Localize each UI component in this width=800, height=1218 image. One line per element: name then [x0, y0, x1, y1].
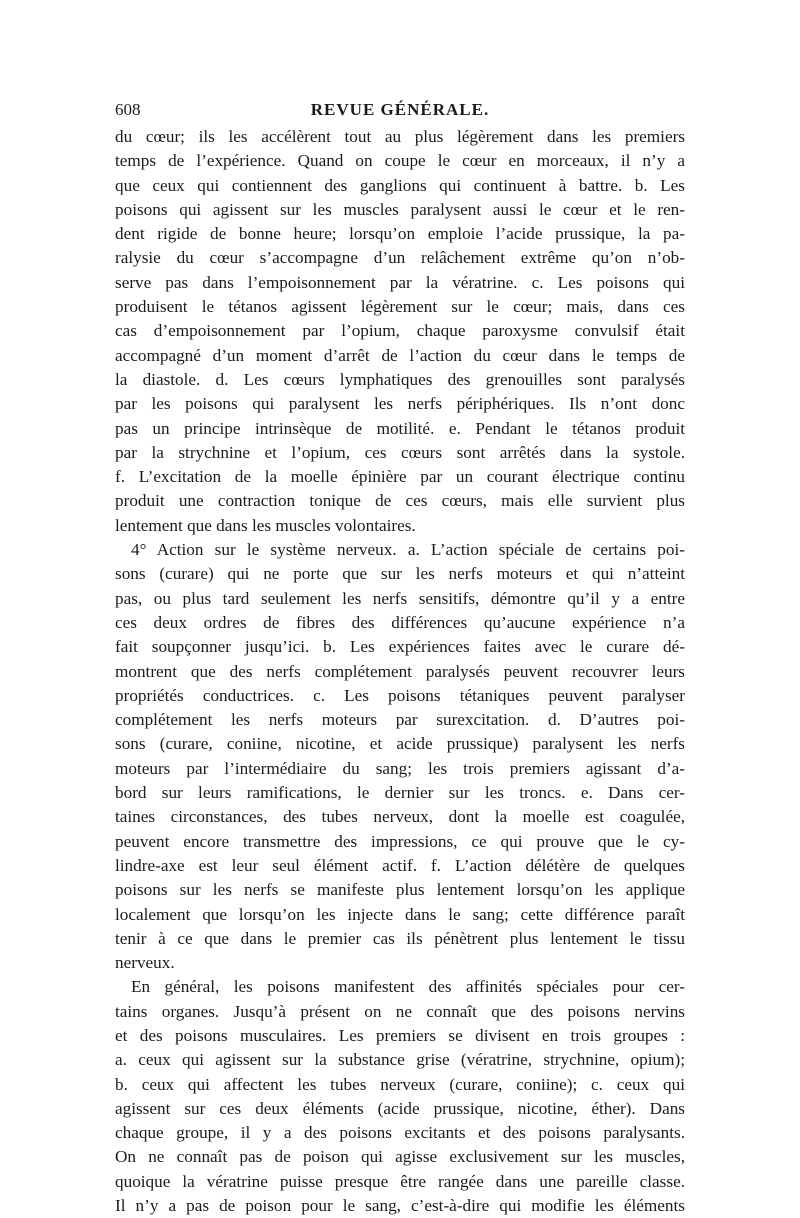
- text-line: Il n’y a pas de poison pour le sang, c’est-à-dire qui modifie les éléments: [115, 1196, 685, 1216]
- text-line: sons (curare, coniine, nicotine, et acide prussique) paralysent les nerfs: [115, 734, 685, 754]
- text-line: temps de l’expérience. Quand on coupe le cœur en morceaux, il n’y a: [115, 151, 685, 171]
- page-number: 608: [115, 100, 141, 119]
- text-line: propriétés conductrices. c. Les poisons tétaniques peuvent paralyser: [115, 685, 685, 705]
- text-line: En général, les poisons manifestent des affinités spéciales pour cer-: [131, 977, 685, 997]
- text-line: pas un principe intrinsèque de motilité. e. Pendant le tétanos produit: [115, 418, 685, 438]
- text-line: moteurs par l’intermédiaire du sang; les trois premiers agissant d’a-: [115, 758, 685, 778]
- text-line: pas, ou plus tard seulement les nerfs sensitifs, démontre qu’il y a entre: [115, 588, 685, 608]
- text-line: produit une contraction tonique de ces cœurs, mais elle survient plus: [115, 491, 685, 511]
- text-line: par les poisons qui paralysent les nerfs périphériques. Ils n’ont donc: [115, 394, 685, 414]
- text-line: a. ceux qui agissent sur la substance grise (vératrine, strychnine, opium);: [115, 1050, 685, 1070]
- text-line: On ne connaît pas de poison qui agisse exclusivement sur les muscles,: [115, 1147, 685, 1167]
- text-line: agissent sur ces deux éléments (acide prussique, nicotine, éther). Dans: [115, 1098, 685, 1118]
- text-line: 4° Action sur le système nerveux. a. L’action spéciale de certains poi-: [131, 540, 685, 560]
- text-line: sons (curare) qui ne porte que sur les nerfs moteurs et qui n’atteint: [115, 564, 685, 584]
- text-line: par la strychnine et l’opium, ces cœurs sont arrêtés dans la systole.: [115, 442, 685, 462]
- text-line: cas d’empoisonnement par l’opium, chaque paroxysme convulsif était: [115, 321, 685, 341]
- text-line: peuvent encore transmettre des impressions, ce qui prouve que le cy-: [115, 831, 685, 851]
- text-line: tenir à ce que dans le premier cas ils pénètrent plus lentement le tissu: [115, 928, 685, 948]
- text-line: serve pas dans l’empoisonnement par la vératrine. c. Les poisons qui: [115, 272, 685, 292]
- text-line: lentement que dans les muscles volontaires.: [115, 515, 416, 535]
- text-line: f. L’excitation de la moelle épinière par un courant électrique continu: [115, 467, 685, 487]
- text-line: bord sur leurs ramifications, le dernier sur les troncs. e. Dans cer-: [115, 783, 685, 803]
- text-line: que ceux qui contiennent des ganglions qui continuent à battre. b. Les: [115, 175, 685, 195]
- text-line: du cœur; ils les accélèrent tout au plus légèrement dans les premiers: [115, 127, 685, 146]
- text-line: b. ceux qui affectent les tubes nerveux (curare, coniine); c. ceux qui: [115, 1074, 685, 1094]
- text-line: dent rigide de bonne heure; lorsqu’on emploie l’acide prussique, la pa-: [115, 224, 685, 244]
- text-line: ralysie du cœur s’accompagne d’un relâchement extrême qu’on n’ob-: [115, 248, 685, 268]
- text-line: la diastole. d. Les cœurs lymphatiques des grenouilles sont paralysés: [115, 369, 685, 389]
- body-text: [115, 125, 685, 1218]
- text-line: nerveux.: [115, 953, 175, 973]
- text-line: et des poisons musculaires. Les premiers se divisent en trois groupes :: [115, 1025, 685, 1045]
- text-line: taines circonstances, des tubes nerveux, dont la moelle est coagulée,: [115, 807, 685, 827]
- text-line: lindre-axe est leur seul élément actif. f. L’action délétère de quelques: [115, 855, 685, 875]
- text-line: localement que lorsqu’on les injecte dans le sang; cette différence paraît: [115, 904, 685, 924]
- text-line: ces deux ordres de fibres des différences qu’aucune expérience n’a: [115, 612, 685, 632]
- text-line: produisent le tétanos agissent légèrement sur le cœur; mais, dans ces: [115, 297, 685, 317]
- page-header: [115, 98, 685, 122]
- running-title: REVUE GÉNÉRALE.: [310, 100, 490, 119]
- text-line: accompagné d’un moment d’arrêt de l’action du cœur dans le temps de: [115, 345, 685, 365]
- text-line: montrent que des nerfs complétement paralysés peuvent recouvrer leurs: [115, 661, 685, 681]
- text-line: poisons sur les nerfs se manifeste plus lentement lorsqu’on les applique: [115, 880, 685, 900]
- text-line: quoique la vératrine puisse presque être rangée dans une pareille classe.: [115, 1171, 685, 1191]
- text-line: poisons qui agissent sur les muscles paralysent aussi le cœur et le ren-: [115, 199, 685, 219]
- text-line: complétement les nerfs moteurs par surexcitation. d. D’autres poi-: [115, 710, 685, 730]
- text-line: tains organes. Jusqu’à présent on ne connaît que des poisons nervins: [115, 1001, 685, 1021]
- text-line: chaque groupe, il y a des poisons excitants et des poisons paralysants.: [115, 1123, 685, 1143]
- text-line: fait soupçonner jusqu’ici. b. Les expériences faites avec le curare dé-: [115, 637, 685, 657]
